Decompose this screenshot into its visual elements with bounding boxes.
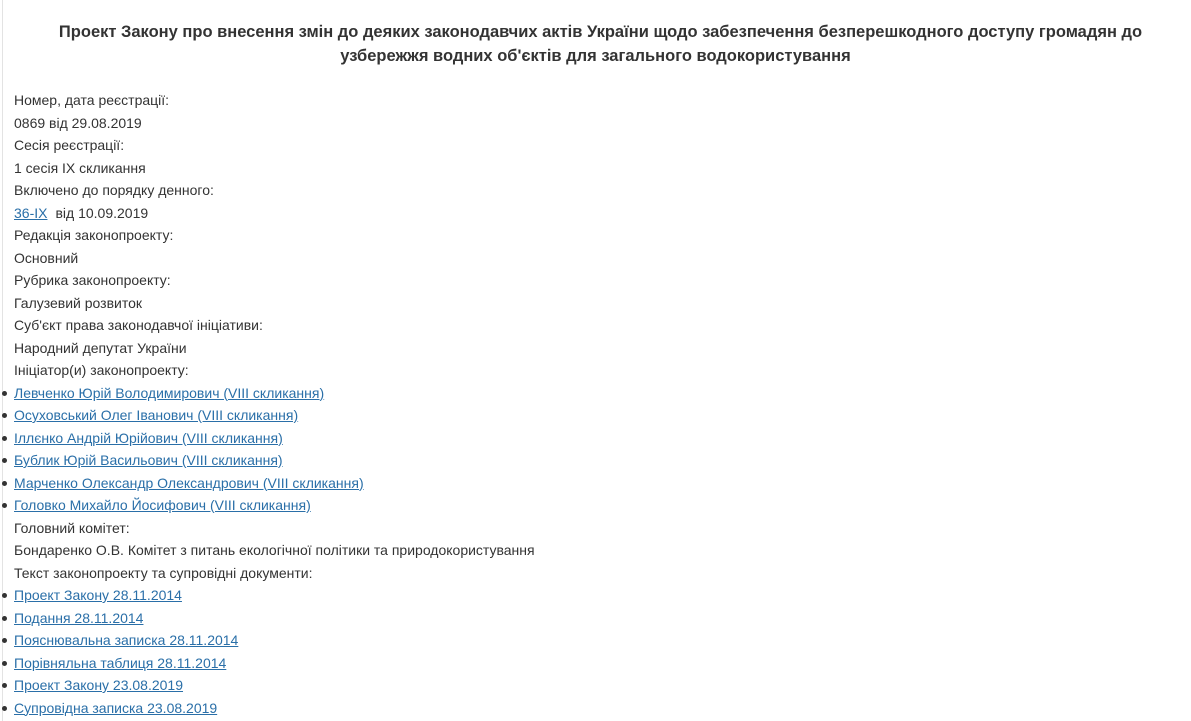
- initiator-item: [14, 472, 1191, 495]
- session-value: 1 сесія IX скликання: [14, 159, 146, 176]
- agenda-link[interactable]: 36-IX: [14, 204, 48, 221]
- rubric-label: Рубрика законопроекту:: [14, 272, 171, 288]
- session-label: Сесія реєстрації:: [14, 137, 125, 153]
- initiator-link[interactable]: Іллєнко Андрій Юрійович (VIII скликання): [14, 429, 283, 446]
- bill-title-line-2: узбережжя водних об'єктів для загального водокористування: [340, 47, 851, 65]
- document-link[interactable]: Супровідна записка 23.08.2019: [14, 699, 218, 716]
- document-link[interactable]: Проект Закону 28.11.2014: [14, 587, 182, 603]
- document-item: [14, 652, 1191, 675]
- bullet-icon: [2, 683, 7, 688]
- subject-value: Народний депутат України: [14, 339, 187, 356]
- committee-label: Головний комітет:: [14, 519, 130, 536]
- documents-list: [14, 584, 1191, 719]
- document-item: [14, 697, 1191, 720]
- bullet-icon: [2, 661, 7, 666]
- initiator-link[interactable]: Левченко Юрій Володимирович (VIII скликання): [14, 384, 325, 401]
- edition-label: Редакція законопроекту:: [14, 227, 174, 243]
- documents-label: Текст законопроекту та супровідні документи:: [14, 564, 313, 581]
- bullet-icon: [2, 638, 7, 643]
- committee-value: Бондаренко О.В. Комітет з питань екологічної політики та природокористування: [14, 542, 535, 558]
- bullet-icon: [2, 616, 7, 621]
- initiator-item: [14, 404, 1191, 427]
- bill-card: [14, 89, 1191, 719]
- agenda-date: від 10.09.2019: [55, 204, 149, 221]
- bill-title: [0, 0, 1191, 68]
- bullet-icon: [2, 706, 7, 711]
- bullet-icon: [2, 436, 7, 441]
- subject-label: Суб'єкт права законодавчої ініціативи:: [14, 317, 263, 333]
- bullet-icon: [2, 413, 7, 418]
- document-link[interactable]: Подання 28.11.2014: [14, 609, 144, 626]
- initiator-link[interactable]: Осуховський Олег Іванович (VIII скликання): [14, 407, 299, 423]
- initiators-label: Ініціатор(и) законопроекту:: [14, 362, 189, 378]
- initiator-item: [14, 494, 1191, 517]
- initiator-item: [14, 382, 1191, 405]
- registration-label: Номер, дата реєстрації:: [14, 92, 170, 108]
- document-link[interactable]: Проект Закону 23.08.2019: [14, 677, 184, 693]
- bullet-icon: [2, 503, 7, 508]
- initiator-link[interactable]: Головко Михайло Йосифович (VIII скликання): [14, 497, 311, 513]
- page-left-border: [2, 0, 3, 721]
- document-link[interactable]: Порівняльна таблиця 28.11.2014: [14, 654, 227, 671]
- agenda-value: [14, 202, 1191, 225]
- document-item: [14, 629, 1191, 652]
- initiator-item: [14, 427, 1191, 450]
- document-item: [14, 607, 1191, 630]
- bullet-icon: [2, 593, 7, 598]
- document-item: [14, 584, 1191, 607]
- initiator-item: [14, 449, 1191, 472]
- initiator-link[interactable]: Марченко Олександр Олександрович (VIII скликання): [14, 474, 364, 491]
- rubric-value: Галузевий розвиток: [14, 294, 143, 311]
- agenda-label: Включено до порядку денного:: [14, 182, 214, 198]
- bullet-icon: [2, 458, 7, 463]
- edition-value: Основний: [14, 249, 79, 266]
- registration-value: 0869 від 29.08.2019: [14, 114, 142, 131]
- bullet-icon: [2, 391, 7, 396]
- initiator-link[interactable]: Бублик Юрій Васильович (VIII скликання): [14, 452, 283, 468]
- initiators-list: [14, 382, 1191, 517]
- bullet-icon: [2, 481, 7, 486]
- document-item: [14, 674, 1191, 697]
- bill-title-line-1: Проект Закону про внесення змін до деяких законодавчих актів України щодо забезпечення безперешкодного доступу громадян до: [58, 23, 1143, 41]
- document-link[interactable]: Пояснювальна записка 28.11.2014: [14, 632, 239, 648]
